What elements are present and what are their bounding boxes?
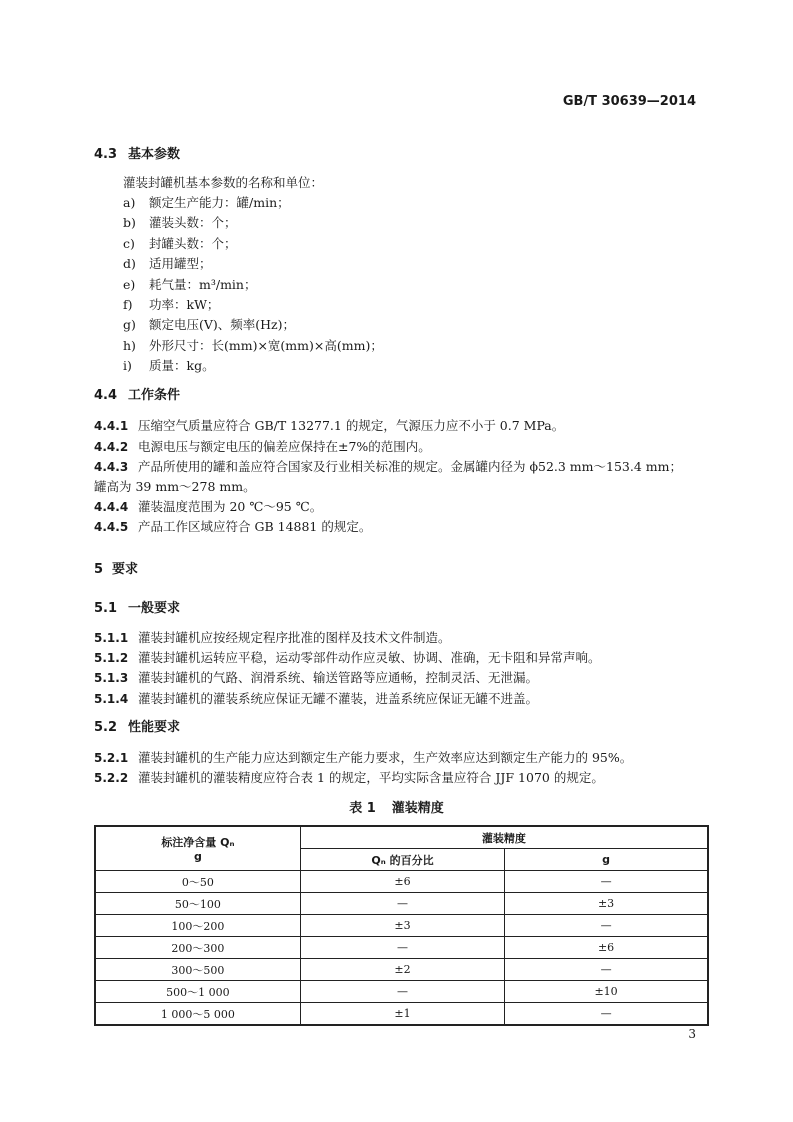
- section-title: 一般要求: [128, 601, 181, 616]
- cell-grams: —: [505, 915, 708, 937]
- clause-number: 5.1.3: [94, 671, 129, 685]
- header-net-content-unit: g: [193, 850, 202, 863]
- clause-5-1-4: [94, 689, 538, 707]
- param-item: [123, 275, 256, 293]
- param-item: [123, 315, 295, 333]
- clause-4-4-3: [94, 457, 682, 475]
- item-text: 功率：kW；: [149, 297, 220, 312]
- item-text: 封罐头数：个；: [149, 236, 237, 251]
- cell-percentage: ±2: [300, 959, 504, 981]
- cell-percentage: —: [300, 893, 504, 915]
- cell-range: 200～300: [95, 937, 300, 959]
- cell-range: 100～200: [95, 915, 300, 937]
- clause-4-4-5: [94, 517, 371, 535]
- filling-accuracy-table: [94, 825, 709, 1026]
- section-title: 性能要求: [128, 720, 181, 735]
- cell-grams: —: [505, 871, 708, 893]
- clause-text: 灌装封罐机应按经规定程序批准的图样及技术文件制造。: [138, 630, 451, 645]
- clause-4-4-1: [94, 416, 564, 434]
- clause-number: 5.2.2: [94, 771, 129, 785]
- header-grams: g: [505, 849, 708, 871]
- item-text: 适用罐型；: [149, 256, 212, 271]
- param-item: [123, 234, 237, 252]
- clause-text: 灌装温度范围为 20 ℃～95 ℃。: [138, 499, 323, 514]
- table-row: [95, 937, 708, 959]
- cell-range: 1 000～5 000: [95, 1003, 300, 1026]
- param-item: [123, 295, 219, 313]
- cell-range: 0～50: [95, 871, 300, 893]
- item-text: 质量：kg。: [149, 358, 215, 373]
- clause-5-1-2: [94, 648, 601, 666]
- section-title: 工作条件: [128, 388, 181, 403]
- cell-percentage: ±6: [300, 871, 504, 893]
- clause-number: 4.4.3: [94, 460, 129, 474]
- section-5-heading: [94, 558, 138, 577]
- cell-percentage: —: [300, 981, 504, 1003]
- clause-text: 压缩空气质量应符合 GB/T 13277.1 的规定，气源压力应不小于 0.7 MPa。: [138, 418, 565, 433]
- section-number: 5: [94, 562, 104, 577]
- cell-grams: ±10: [505, 981, 708, 1003]
- page-number: 3: [688, 1027, 696, 1041]
- param-item: [123, 213, 237, 231]
- clause-4-4-3-continuation: 罐高为 39 mm～278 mm。: [94, 479, 256, 494]
- cell-grams: ±6: [505, 937, 708, 959]
- header-filling-accuracy: 灌装精度: [300, 826, 708, 849]
- cell-percentage: ±1: [300, 1003, 504, 1026]
- section-number: 4.3: [94, 147, 118, 162]
- table-row: [95, 959, 708, 981]
- table-1-caption: [0, 797, 793, 816]
- item-label: a): [123, 195, 136, 210]
- item-label: b): [123, 215, 136, 230]
- cell-percentage: ±3: [300, 915, 504, 937]
- clause-number: 4.4.2: [94, 440, 129, 454]
- clause-number: 4.4.5: [94, 520, 129, 534]
- section-title: 基本参数: [128, 147, 181, 162]
- clause-text: 灌装封罐机的灌装系统应保证无罐不灌装，进盖系统应保证无罐不进盖。: [138, 691, 539, 706]
- item-label: g): [123, 317, 136, 332]
- cell-range: 500～1 000: [95, 981, 300, 1003]
- item-text: 灌装头数：个；: [149, 215, 237, 230]
- section-number: 5.2: [94, 720, 118, 735]
- cell-grams: —: [505, 959, 708, 981]
- clause-5-2-1: [94, 748, 632, 766]
- clause-number: 5.1.2: [94, 651, 129, 665]
- param-item: [123, 336, 383, 354]
- table-row: [95, 871, 708, 893]
- clause-5-1-3: [94, 668, 538, 686]
- table-row: [95, 981, 708, 1003]
- table-row: [95, 915, 708, 937]
- param-item: [123, 356, 215, 374]
- clause-4-4-4: [94, 497, 322, 515]
- table-number: 表 1: [349, 801, 376, 816]
- cell-grams: ±3: [505, 893, 708, 915]
- section-4-3-intro: 灌装封罐机基本参数的名称和单位：: [123, 175, 324, 190]
- clause-5-2-2: [94, 768, 604, 786]
- section-4-4-heading: [94, 384, 180, 403]
- item-label: f): [123, 297, 133, 312]
- clause-text: 产品所使用的罐和盖应符合国家及行业相关标准的规定。金属罐内径为 ϕ52.3 mm～153.4 mm；: [138, 459, 682, 474]
- clause-5-1-1: [94, 628, 451, 646]
- clause-number: 5.1.1: [94, 631, 129, 645]
- item-label: c): [123, 236, 135, 251]
- section-4-3-heading: [94, 143, 180, 162]
- table-title: 灌装精度: [391, 801, 444, 816]
- item-text: 耗气量：m³/min；: [149, 277, 257, 292]
- clause-text: 灌装封罐机的生产能力应达到额定生产能力要求，生产效率应达到额定生产能力的 95%。: [138, 750, 633, 765]
- section-number: 5.1: [94, 601, 118, 616]
- clause-number: 5.2.1: [94, 751, 129, 765]
- clause-text: 灌装封罐机的气路、润滑系统、输送管路等应通畅，控制灵活、无泄漏。: [138, 670, 539, 685]
- param-item: [123, 193, 290, 211]
- clause-4-4-2: [94, 437, 431, 455]
- section-5-2-heading: [94, 716, 180, 735]
- clause-number: 4.4.4: [94, 500, 129, 514]
- clause-text: 灌装封罐机的灌装精度应符合表 1 的规定，平均实际含量应符合 JJF 1070 的规定。: [138, 770, 604, 785]
- header-percentage: Qₙ 的百分比: [300, 849, 504, 871]
- item-label: i): [123, 358, 132, 373]
- clause-text: 电源电压与额定电压的偏差应保持在±7%的范围内。: [138, 439, 431, 454]
- section-5-1-heading: [94, 597, 180, 616]
- param-item: [123, 254, 212, 272]
- section-number: 4.4: [94, 388, 118, 403]
- item-text: 外形尺寸：长(mm)×宽(mm)×高(mm)；: [149, 338, 383, 353]
- clause-text: 产品工作区域应符合 GB 14881 的规定。: [138, 519, 372, 534]
- cell-percentage: —: [300, 937, 504, 959]
- item-label: e): [123, 277, 136, 292]
- table-row: [95, 893, 708, 915]
- cell-range: 50～100: [95, 893, 300, 915]
- cell-grams: —: [505, 1003, 708, 1026]
- clause-number: 4.4.1: [94, 419, 129, 433]
- item-label: h): [123, 338, 136, 353]
- item-text: 额定生产能力：罐/min；: [149, 195, 290, 210]
- clause-number: 5.1.4: [94, 692, 129, 706]
- section-title: 要求: [112, 562, 139, 577]
- standard-code: GB/T 30639—2014: [562, 94, 696, 109]
- header-net-content: [95, 826, 300, 871]
- table-row: [95, 1003, 708, 1026]
- item-label: d): [123, 256, 136, 271]
- item-text: 额定电压(V)、频率(Hz)；: [149, 317, 296, 332]
- cell-range: 300～500: [95, 959, 300, 981]
- clause-text: 灌装封罐机运转应平稳，运动零部件动作应灵敏、协调、准确，无卡阻和异常声响。: [138, 650, 601, 665]
- header-net-content-label: 标注净含量 Qₙ: [161, 836, 235, 849]
